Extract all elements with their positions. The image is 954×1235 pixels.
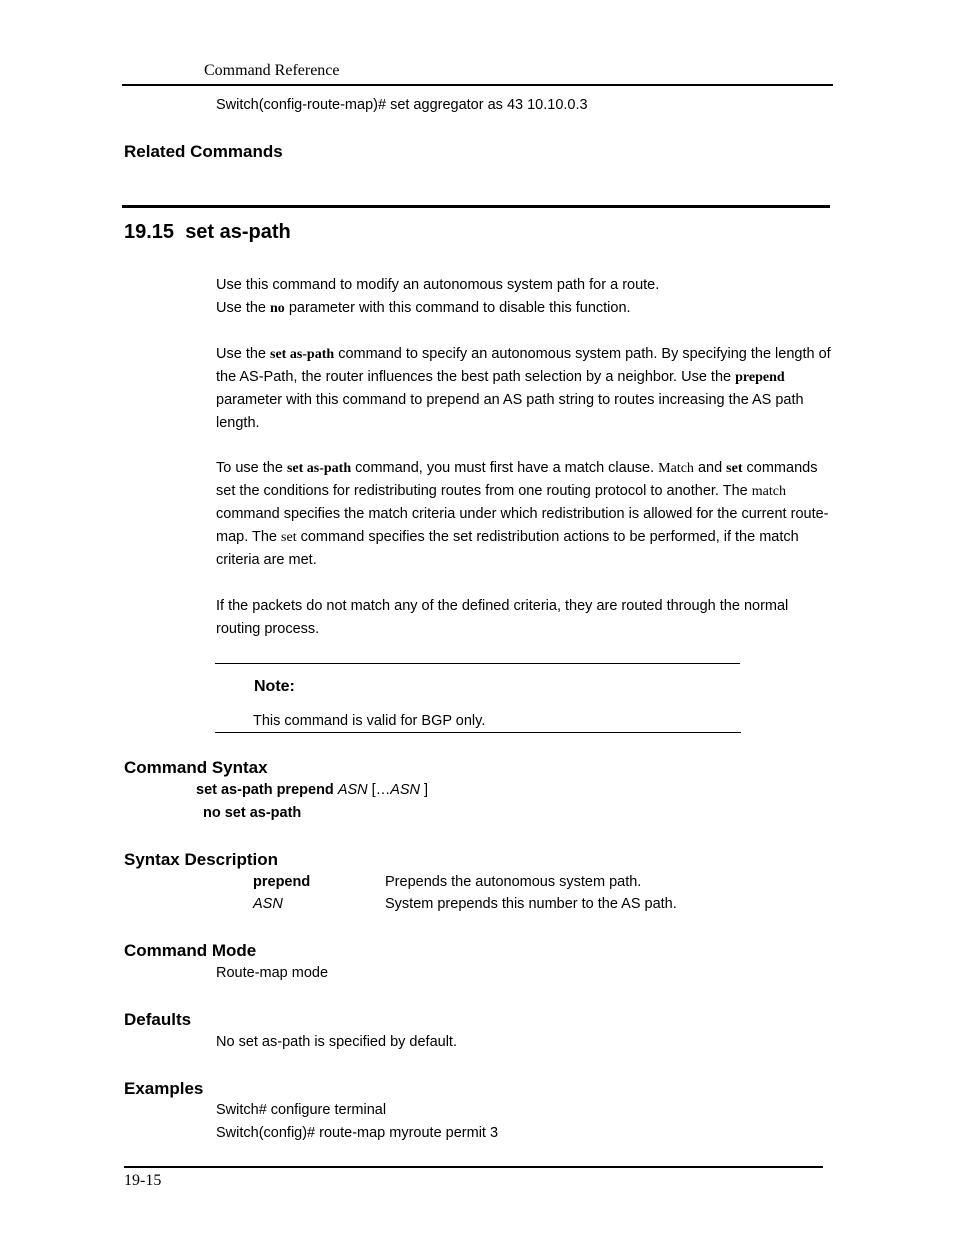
description-paragraph-3: If the packets do not match any of the defined criteria, they are routed through the normal routing process. xyxy=(216,598,789,637)
note-top-rule xyxy=(215,663,740,664)
example-line: Switch(config)# route-map myroute permit 3 xyxy=(216,1125,499,1141)
param-name: prepend xyxy=(253,874,311,890)
command-mode-text: Route-map mode xyxy=(216,965,329,981)
keyword-match: match xyxy=(751,484,786,499)
param-description: Prepends the autonomous system path. xyxy=(385,874,642,890)
description-paragraph-2: To use the set as-path command, you must first have a match clause. Match and set commands set the conditions for redistributing routes from one routing protocol to another. The match command specifies the match criteria under which redistribution is allowed for the current route-map. The set command specifies the set redistribution actions to be performed, if the match criteria are met. xyxy=(216,460,829,568)
param-description: System prepends this number to the AS path. xyxy=(385,896,677,912)
defaults-heading: Defaults xyxy=(124,1010,192,1029)
running-header: Command Reference xyxy=(204,62,340,79)
description-paragraph-1: Use the set as-path command to specify an autonomous system path. By specifying the length of the AS-Path, the router influences the best path selection by a neighbor. Use the prepend parameter with this command to prepend an AS path string to routes increasing the AS path length. xyxy=(216,346,831,431)
keyword-set: set xyxy=(281,530,297,545)
section-rule xyxy=(122,205,830,208)
intro-paragraph xyxy=(216,274,834,320)
examples-heading: Examples xyxy=(124,1079,204,1098)
section-number: 19.15 xyxy=(124,221,175,243)
section-name: set as-path xyxy=(185,221,291,243)
keyword-no: no xyxy=(270,301,285,316)
command-syntax-heading: Command Syntax xyxy=(124,758,268,777)
intro-line-2: Use the no parameter with this command to disable this function. xyxy=(216,300,631,316)
syntax-line-2: no set as-path xyxy=(203,805,302,821)
intro-line-1: Use this command to modify an autonomous system path for a route. xyxy=(216,277,660,293)
keyword-match: Match xyxy=(658,461,694,476)
header-rule xyxy=(122,84,833,86)
note-text: This command is valid for BGP only. xyxy=(253,713,486,729)
keyword-set: set xyxy=(726,461,743,476)
syntax-line-1: set as-path prepend ASN […ASN ] xyxy=(196,782,429,798)
related-commands-heading: Related Commands xyxy=(124,142,283,161)
defaults-text: No set as-path is specified by default. xyxy=(216,1034,457,1050)
page-number: 19-15 xyxy=(124,1172,162,1189)
example-line: Switch# configure terminal xyxy=(216,1102,387,1118)
param-name: ASN xyxy=(253,896,283,912)
note-label: Note: xyxy=(254,678,295,695)
keyword-set-as-path: set as-path xyxy=(286,461,352,476)
keyword-prepend: prepend xyxy=(735,370,785,385)
footer-rule xyxy=(124,1166,823,1168)
command-mode-heading: Command Mode xyxy=(124,941,257,960)
previous-example-line: Switch(config-route-map)# set aggregator as 43 10.10.0.3 xyxy=(216,97,588,113)
syntax-description-heading: Syntax Description xyxy=(124,850,278,869)
keyword-set-as-path: set as-path xyxy=(270,347,335,362)
note-bottom-rule xyxy=(215,732,741,733)
section-title xyxy=(124,221,291,244)
